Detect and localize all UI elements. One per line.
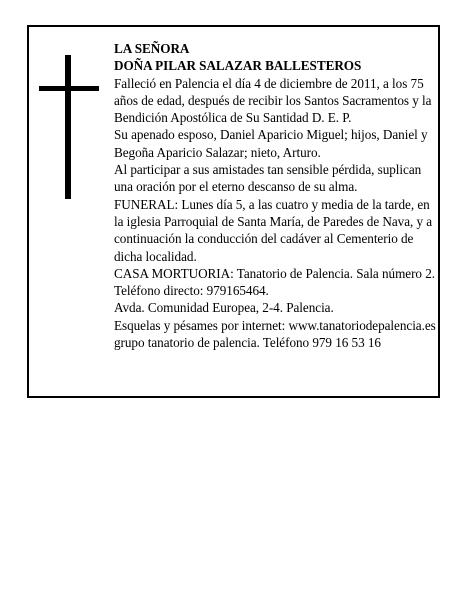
family-members: Su apenado esposo, Daniel Aparicio Miguel; hijos, Daniel y Begoña Aparicio Salazar; nieto, Arturo. bbox=[114, 127, 428, 160]
cross-vertical-bar bbox=[65, 55, 71, 199]
condolences-website: Esquelas y pésames por internet: www.tanatoriodepalencia.es bbox=[114, 317, 436, 333]
funeral-home-details: CASA MORTUORIA: Tanatorio de Palencia. Sala número 2. Teléfono directo: 979165464. bbox=[114, 265, 436, 299]
cross-horizontal-bar bbox=[39, 86, 99, 91]
prayer-request: Al participar a sus amistades tan sensible pérdida, suplican una oración por el eterno descanso de su alma. bbox=[114, 162, 422, 195]
deceased-name: DOÑA PILAR SALAZAR BALLESTEROS bbox=[114, 58, 362, 74]
latin-cross-icon bbox=[39, 55, 99, 199]
death-details: Falleció en Palencia el día 4 de diciembre de 2011, a los 75 años de edad, después de recibir los Santos Sacramentos y la Bendición Apostólica de Su Santidad D. E. P. bbox=[114, 75, 432, 126]
company-phone: grupo tanatorio de palencia. Teléfono 979 16 53 16 bbox=[114, 335, 381, 351]
funeral-home-address: Avda. Comunidad Europea, 2-4. Palencia. bbox=[114, 300, 334, 316]
title-line: LA SEÑORA bbox=[114, 41, 190, 56]
obituary-notice bbox=[27, 25, 440, 398]
funeral-details: FUNERAL: Lunes día 5, a las cuatro y media de la tarde, en la iglesia Parroquial de Santa María, de Paredes de Nava, y a continuación la conducción del cadáver al Cementerio de dicha localidad. bbox=[114, 196, 433, 264]
obituary-text bbox=[114, 40, 436, 351]
